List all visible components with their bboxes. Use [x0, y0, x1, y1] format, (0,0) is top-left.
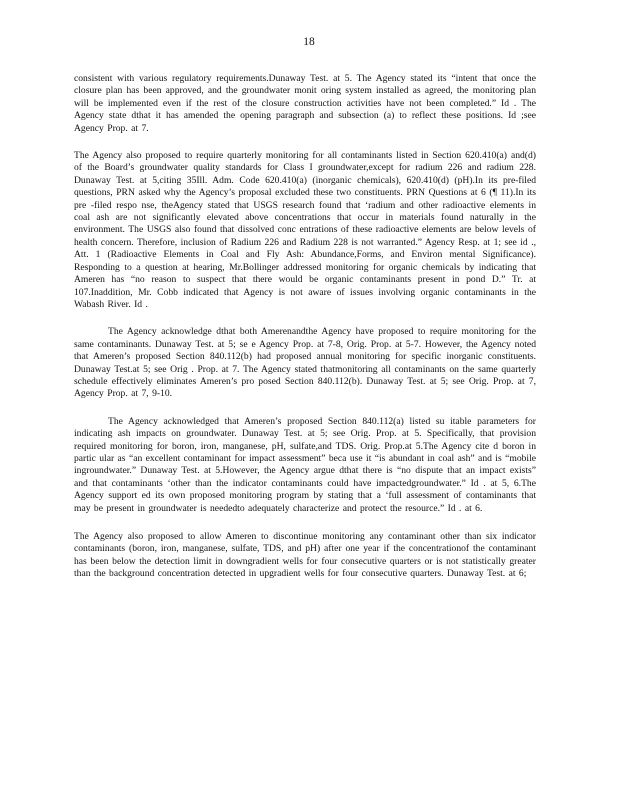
- paragraph-3: The Agency acknowledge dthat both Amerenandthe Agency have proposed to require monitoring for the same contaminants. Dunaway Test. at 5; se e Agency Prop. at 7-8, Orig. Prop. at 5-7. However, the Agency noted that Ameren’s proposed Section 840.112(b) had proposed annual monitoring for specific inorganic constituents. Dunaway Test.at 5; see Orig . Prop. at 7. The Agency stated thatmonitoring all contaminants on the same quarterly schedule effectively eliminates Ameren’s pro posed Section 840.112(b). Dunaway Test. at 5; see Orig. Prop. at 7, Agency Prop. at 7, 9-10.: [74, 326, 536, 400]
- paragraph-1: consistent with various regulatory requirements.Dunaway Test. at 5. The Agency stated its “intent that once the closure plan has been approved, and the groundwater monit oring system installed as agreed, the monitoring plan will be implemented even if the rest of the closure construction activities have not been completed.” Id . The Agency state dthat it has amended the opening paragraph and subsection (a) to reflect these positions. Id ;see Agency Prop. at 7.: [74, 73, 536, 134]
- paragraph-5: The Agency also proposed to allow Ameren to discontinue monitoring any contaminant other than six indicator contaminants (boron, iron, manganese, sulfate, TDS, and pH) after one year if the concentrationof the contaminant has been below the detection limit in downgradient wells for four consecutive quarters or is not statistically greater than the background concentration detected in upgradient wells for four consecutive quarters. Dunaway Test. at 6;: [74, 531, 536, 580]
- paragraph-4: The Agency acknowledged that Ameren’s proposed Section 840.112(a) listed su itable parameters for indicating ash impacts on groundwater. Dunaway Test. at 5; see Orig. Prop. at 5. Specifically, that provision required monitoring for boron, iron, manganese, pH, sulfate,and TDS. Orig. Prop.at 5.The Agency cite d boron in partic ular as “an excellent contaminant for impact assessment” beca use it “is abundant in coal ash” and is “mobile ingroundwater.” Dunaway Test. at 5.However, the Agency argue dthat there is “no dispute that an impact exists” and that contaminants ‘other than the indicator contaminants could have impactedgroundwater.” Id . at 5, 6.The Agency support ed its own proposed monitoring program by stating that a ‘full assessment of contaminants that may be present in groundwater is neededto adequately characterize and protect the resource.” Id . at 6.: [74, 415, 537, 514]
- paragraph-2: The Agency also proposed to require quarterly monitoring for all contaminants listed in Section 620.410(a) and(d) of the Board’s groundwater quality standards for Class I groundwater,except for radium 226 and radium 228. Dunaway Test. at 5,citing 35Ill. Adm. Code 620.410(a) (inorganic chemicals), 620.410(d) (pH).In its pre-filed questions, PRN asked why the Agency’s proposal excluded these two constituents. PRN Questions at 6 (¶ 11).In its pre -filed respo nse, theAgency stated that USGS research found that ‘radium and other radioactive elements in coal ash are not significantly elevated above concentrations that occur in materials found naturally in the environment. The USGS also found that dissolved conc entrations of these radioactive elements are below levels of health concern. Therefore, inclusion of Radium 226 and Radium 228 is not warranted.” Agency Resp. at 1; see id ., Att. 1 (Radioactive Elements in Coal and Fly Ash: Abundance,Forms, and Environ mental Significance). Responding to a question at hearing, Mr.Bollinger addressed monitoring for organic chemicals by indicating that Ameren has “no reason to suspect that there would be organic contaminants present in pond D.” Tr. at 107.Inaddition, Mr. Cobb indicated that Agency is not aware of issues involving organic contaminants in the Wabash River. Id .: [74, 150, 536, 310]
- page-number: 18: [303, 36, 315, 48]
- document-body: [74, 73, 536, 595]
